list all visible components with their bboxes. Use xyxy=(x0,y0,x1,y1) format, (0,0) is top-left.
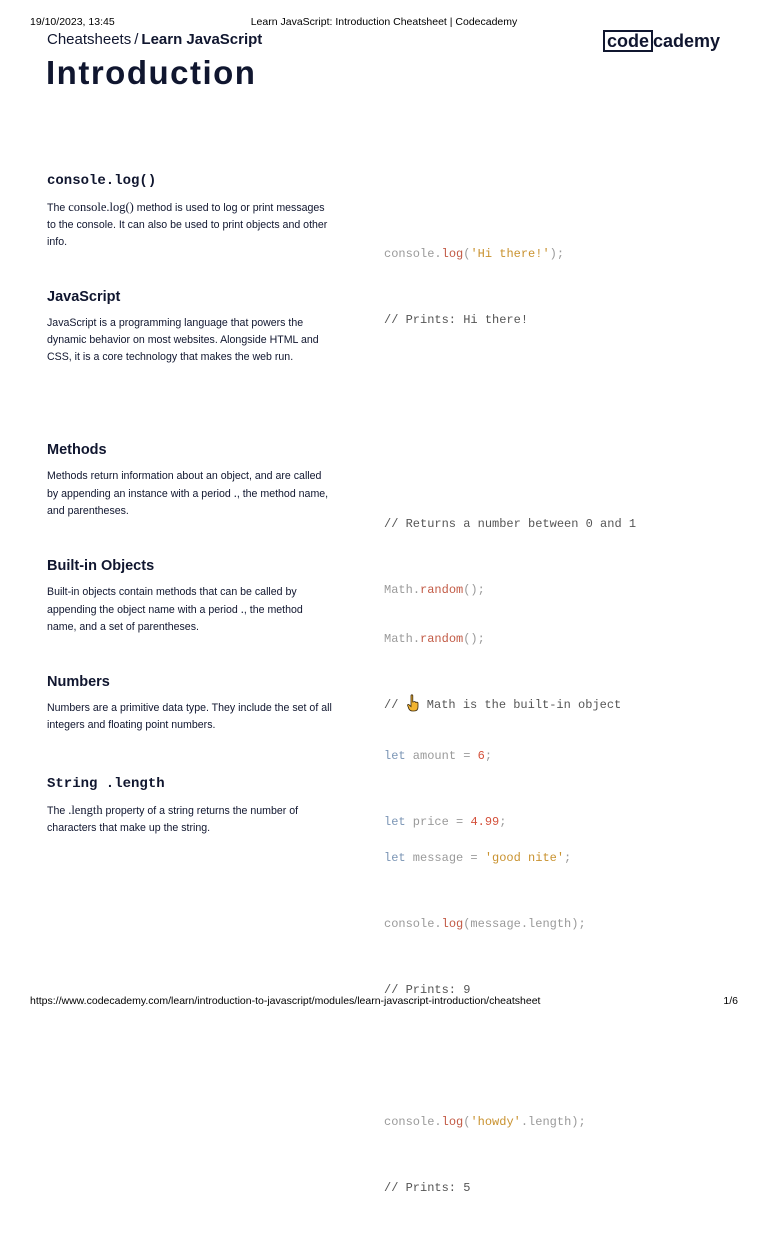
breadcrumb xyxy=(47,31,262,48)
section-heading: Built-in Objects xyxy=(47,558,155,574)
inline-code: . xyxy=(240,602,244,616)
code-line: console.log('Hi there!'); xyxy=(384,247,565,261)
desc-text: , the method name, and a set of parentheses. xyxy=(47,604,303,633)
logo-rest-text: cademy xyxy=(653,31,721,51)
code-line: Math.random(); xyxy=(384,583,485,597)
code-line: // Prints: 5 xyxy=(384,1181,471,1195)
section-description xyxy=(47,584,332,636)
section-description: Numbers are a primitive data type. They include the set of all integers and floating point numbers. xyxy=(47,702,332,731)
code-line: // Prints: 9 xyxy=(384,983,471,997)
codecademy-logo[interactable] xyxy=(603,30,720,52)
page-title: Introduction xyxy=(46,54,257,91)
logo-boxed-text: code xyxy=(603,30,653,52)
code-line: Math.random(); xyxy=(384,632,485,646)
desc-text: Methods return information about an object, and are called by appending an instance with a period xyxy=(47,470,322,500)
print-title: Learn JavaScript: Introduction Cheatsheet | Codecademy xyxy=(250,16,518,28)
inline-code: . xyxy=(233,486,237,500)
inline-code: .length xyxy=(68,803,103,817)
section-description xyxy=(47,199,332,251)
section-heading: Methods xyxy=(47,442,107,458)
inline-code: console.log() xyxy=(68,200,134,214)
desc-text: Built-in objects contain methods that can be called by appending the object name with a period xyxy=(47,586,297,616)
code-line-blank xyxy=(384,1045,744,1067)
code-block xyxy=(384,803,744,1243)
section-heading: console.log() xyxy=(47,173,157,189)
code-line: console.log(message.length); xyxy=(384,917,586,931)
breadcrumb-separator: / xyxy=(134,31,139,48)
desc-text: method is used to log or print messages to the console. It can also be used to print objects and other info. xyxy=(47,202,328,248)
desc-text: property of a string returns the number of characters that make up the string. xyxy=(47,805,299,834)
code-line: // Prints: Hi there! xyxy=(384,313,529,327)
print-footer xyxy=(30,995,738,1009)
code-line: let price = 4.99; xyxy=(384,815,507,829)
section-description xyxy=(47,468,332,520)
code-line: // Returns a number between 0 and 1 xyxy=(384,517,637,531)
code-block xyxy=(384,199,744,375)
section-heading: JavaScript xyxy=(47,289,121,305)
breadcrumb-current[interactable]: Learn JavaScript xyxy=(141,31,263,48)
section-heading: Numbers xyxy=(47,674,110,690)
print-url: https://www.codecademy.com/learn/introduction-to-javascript/modules/learn-javascript-introduction/cheatsheet xyxy=(30,995,541,1007)
print-page-number: 1/6 xyxy=(723,995,738,1007)
section-heading: String .length xyxy=(47,776,165,792)
section-description: JavaScript is a programming language that powers the dynamic behavior on most websites. Alongside HTML and CSS, it is a core technology that makes the web run. xyxy=(47,317,319,363)
breadcrumb-cheatsheets-link[interactable]: Cheatsheets xyxy=(47,31,132,48)
desc-text: The xyxy=(47,805,69,817)
code-line: let amount = 6; xyxy=(384,749,493,763)
desc-text: , the method name, and parentheses. xyxy=(47,488,329,517)
code-line: let message = 'good nite'; xyxy=(384,851,572,865)
desc-text: The xyxy=(47,202,69,214)
code-line: console.log('howdy'.length); xyxy=(384,1115,586,1129)
section-description xyxy=(47,802,332,837)
print-header xyxy=(30,16,738,30)
print-date: 19/10/2023, 13:45 xyxy=(30,16,115,28)
code-line: // Math is the built-in object xyxy=(384,694,744,716)
